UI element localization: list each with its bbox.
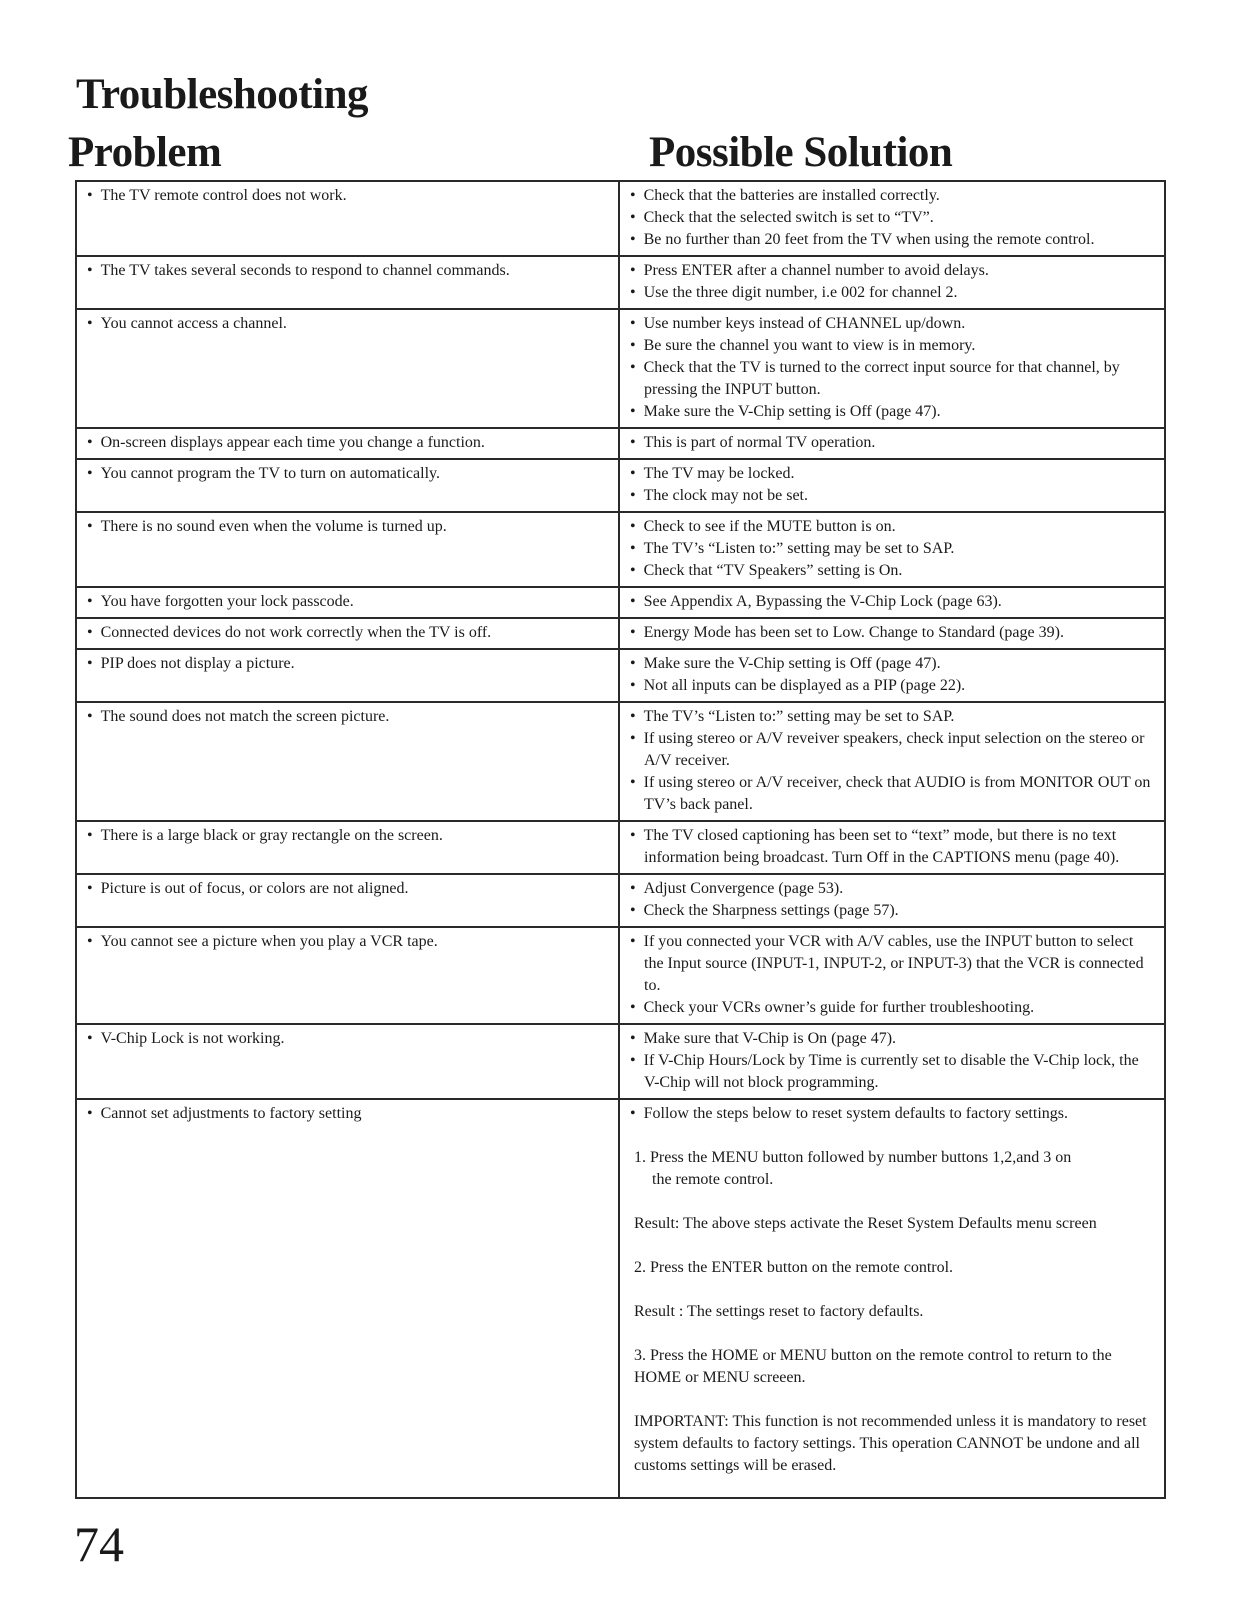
problem-text: • On-screen displays appear each time you change a function.: [87, 432, 608, 454]
page-title: Troubleshooting: [76, 71, 368, 118]
solution-item: • Make sure the V-Chip setting is Off (page 47).: [630, 653, 1154, 675]
solution-cell: [619, 821, 1165, 874]
solution-item: • The TV’s “Listen to:” setting may be set to SAP.: [630, 706, 1154, 728]
solution-item: • Use the three digit number, i.e 002 for channel 2.: [630, 282, 1154, 304]
solution-cell: [619, 587, 1165, 618]
solution-item: • Energy Mode has been set to Low. Change to Standard (page 39).: [630, 622, 1154, 644]
table-row: [76, 618, 1165, 649]
problem-cell: [76, 821, 619, 874]
table-row: [76, 587, 1165, 618]
problem-text: • The TV takes several seconds to respond to channel commands.: [87, 260, 608, 282]
solution-cell: [619, 618, 1165, 649]
reset-step-1-cont: the remote control.: [652, 1171, 774, 1188]
solution-item: • If V-Chip Hours/Lock by Time is currently set to disable the V-Chip lock, the V-Chip will not block programming.: [630, 1050, 1154, 1094]
solution-cell: [619, 649, 1165, 702]
solution-item: • The TV closed captioning has been set to “text” mode, but there is no text information being broadcast. Turn Off in the CAPTIONS menu (page 40).: [630, 825, 1154, 869]
problem-cell: [76, 874, 619, 927]
solution-item: • Be sure the channel you want to view is in memory.: [630, 335, 1154, 357]
solution-item: • Press ENTER after a channel number to avoid delays.: [630, 260, 1154, 282]
reset-result-1: Result: The above steps activate the Reset System Defaults menu screen: [634, 1215, 1097, 1232]
solution-item: • See Appendix A, Bypassing the V-Chip Lock (page 63).: [630, 591, 1154, 613]
table-row: [76, 428, 1165, 459]
problem-cell: [76, 1024, 619, 1099]
problem-text: • There is no sound even when the volume is turned up.: [87, 516, 608, 538]
problem-text: • PIP does not display a picture.: [87, 653, 608, 675]
problem-text: • V-Chip Lock is not working.: [87, 1028, 608, 1050]
problem-text: • There is a large black or gray rectangle on the screen.: [87, 825, 608, 847]
table-row: [76, 181, 1165, 256]
table-row: [76, 821, 1165, 874]
solution-item: • Check the Sharpness settings (page 57).: [630, 900, 1154, 922]
solution-item: • If using stereo or A/V receiver, check that AUDIO is from MONITOR OUT on TV’s back panel.: [630, 772, 1154, 816]
table-row: [76, 649, 1165, 702]
problem-text: • The TV remote control does not work.: [87, 185, 608, 207]
solution-cell: [619, 181, 1165, 256]
problem-text: • Picture is out of focus, or colors are not aligned.: [87, 878, 608, 900]
problem-text: • You cannot program the TV to turn on automatically.: [87, 463, 608, 485]
table-row: [76, 927, 1165, 1024]
problem-cell: [76, 618, 619, 649]
solution-cell: [619, 1099, 1165, 1498]
reset-step-1: 1. Press the MENU button followed by number buttons 1,2,and 3 on: [634, 1149, 1072, 1166]
solution-item: • The TV may be locked.: [630, 463, 1154, 485]
solution-item: • Follow the steps below to reset system defaults to factory settings.: [630, 1103, 1154, 1125]
page-number: 74: [74, 1516, 124, 1572]
table-row: [76, 256, 1165, 309]
solution-item: • If you connected your VCR with A/V cables, use the INPUT button to select the Input source (INPUT-1, INPUT-2, or INPUT-3) that the VCR is connected to.: [630, 931, 1154, 997]
table-row-reset: [76, 1099, 1165, 1498]
reset-result-2: Result : The settings reset to factory defaults.: [634, 1303, 924, 1320]
solution-item: • The clock may not be set.: [630, 485, 1154, 507]
solution-item: • Check that “TV Speakers” setting is On.: [630, 560, 1154, 582]
reset-row-group: [76, 1099, 1165, 1498]
solution-item: • Be no further than 20 feet from the TV when using the remote control.: [630, 229, 1154, 251]
problem-cell: [76, 1099, 619, 1498]
problem-text: • You cannot access a channel.: [87, 313, 608, 335]
solution-cell: [619, 927, 1165, 1024]
problem-cell: [76, 587, 619, 618]
problem-cell: [76, 256, 619, 309]
problem-column-header: Problem: [68, 129, 222, 176]
reset-step-3: 3. Press the HOME or MENU button on the remote control to return to the HOME or MENU screeen.: [634, 1347, 1112, 1386]
table-row: [76, 874, 1165, 927]
problem-cell: [76, 181, 619, 256]
solution-column-header: Possible Solution: [649, 129, 953, 176]
reset-step-2: 2. Press the ENTER button on the remote control.: [634, 1259, 954, 1276]
solution-cell: [619, 459, 1165, 512]
problem-cell: [76, 702, 619, 821]
problem-cell: [76, 459, 619, 512]
solution-item: • Use number keys instead of CHANNEL up/down.: [630, 313, 1154, 335]
solution-item: • Check that the TV is turned to the correct input source for that channel, by pressing the INPUT button.: [630, 357, 1154, 401]
solution-cell: [619, 512, 1165, 587]
solution-cell: [619, 1024, 1165, 1099]
troubleshooting-table-body: [76, 181, 1165, 1099]
solution-item: • This is part of normal TV operation.: [630, 432, 1154, 454]
problem-cell: [76, 649, 619, 702]
problem-text: • Cannot set adjustments to factory setting: [87, 1103, 608, 1125]
problem-text: • The sound does not match the screen picture.: [87, 706, 608, 728]
solution-item: • Check your VCRs owner’s guide for further troubleshooting.: [630, 997, 1154, 1019]
table-row: [76, 309, 1165, 428]
solution-item: • Check to see if the MUTE button is on.: [630, 516, 1154, 538]
solution-item: • Adjust Convergence (page 53).: [630, 878, 1154, 900]
solution-item: • Check that the batteries are installed correctly.: [630, 185, 1154, 207]
solution-cell: [619, 309, 1165, 428]
problem-cell: [76, 512, 619, 587]
problem-cell: [76, 927, 619, 1024]
solution-item: • Make sure that V-Chip is On (page 47).: [630, 1028, 1154, 1050]
table-row: [76, 459, 1165, 512]
problem-text: • Connected devices do not work correctly when the TV is off.: [87, 622, 608, 644]
problem-text: • You cannot see a picture when you play a VCR tape.: [87, 931, 608, 953]
solution-cell: [619, 702, 1165, 821]
problem-text: • You have forgotten your lock passcode.: [87, 591, 608, 613]
solution-cell: [619, 874, 1165, 927]
table-row: [76, 512, 1165, 587]
problem-cell: [76, 309, 619, 428]
table-row: [76, 1024, 1165, 1099]
solution-item: • Make sure the V-Chip setting is Off (page 47).: [630, 401, 1154, 423]
problem-cell: [76, 428, 619, 459]
solution-cell: [619, 428, 1165, 459]
solution-cell: [619, 256, 1165, 309]
troubleshooting-table: [75, 180, 1166, 1499]
solution-item: • Check that the selected switch is set to “TV”.: [630, 207, 1154, 229]
solution-item: • If using stereo or A/V reveiver speakers, check input selection on the stereo or A/V receiver.: [630, 728, 1154, 772]
solution-item: • Not all inputs can be displayed as a PIP (page 22).: [630, 675, 1154, 697]
table-row: [76, 702, 1165, 821]
reset-important-note: IMPORTANT: This function is not recommended unless it is mandatory to reset system defaults to factory settings. This operation CANNOT be undone and all customs settings will be erased.: [634, 1413, 1147, 1474]
solution-item: • The TV’s “Listen to:” setting may be set to SAP.: [630, 538, 1154, 560]
